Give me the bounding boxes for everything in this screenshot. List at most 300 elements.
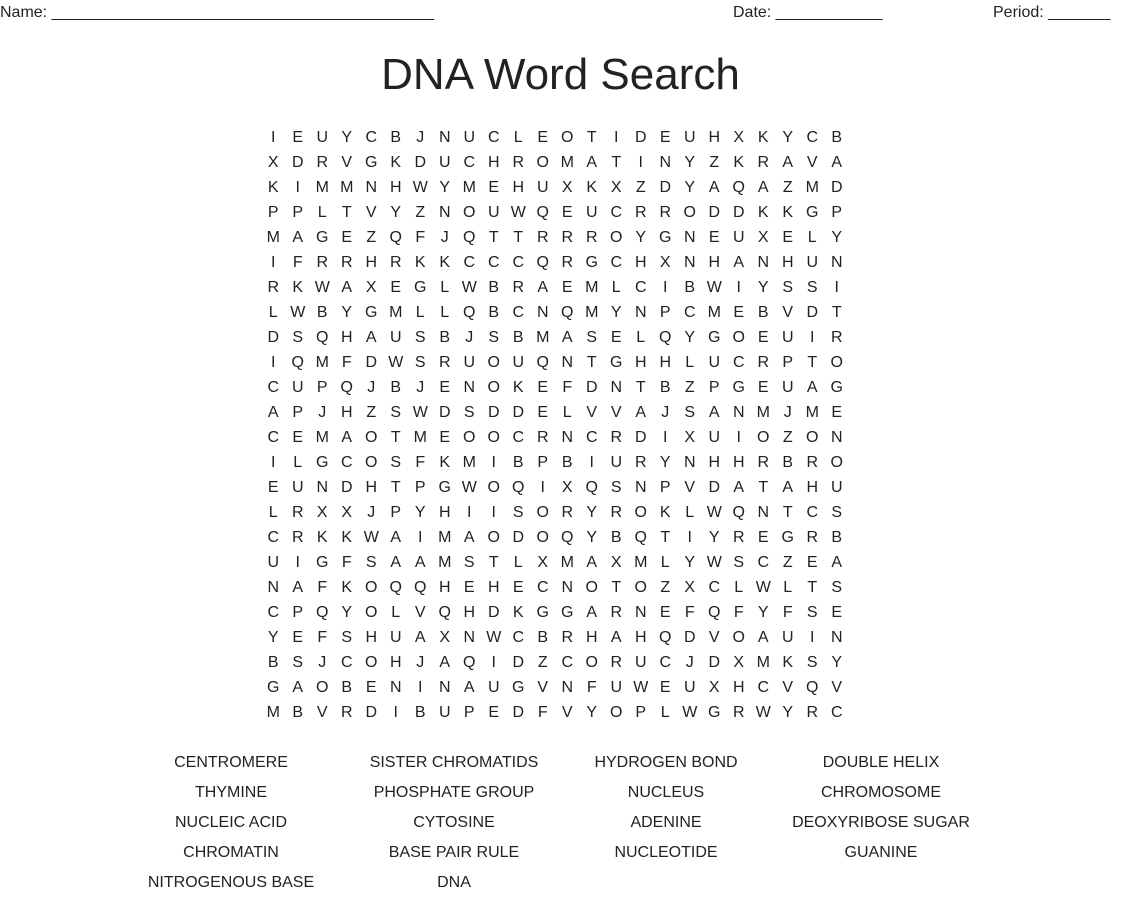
grid-letter: I (663, 429, 668, 446)
grid-letter: B (267, 654, 279, 671)
grid-letter: C (267, 604, 280, 621)
grid-letter: S (684, 404, 696, 421)
grid-letter: R (634, 204, 647, 221)
grid-letter: F (292, 254, 303, 271)
grid-row (261, 675, 849, 700)
grid-letter: N (561, 354, 574, 371)
grid-letter: X (610, 179, 622, 196)
grid-letter: E (831, 604, 843, 621)
grid-letter: J (318, 404, 327, 421)
grid-letter: F (341, 554, 352, 571)
grid-letter: T (390, 429, 401, 446)
grid-letter: N (438, 679, 451, 696)
grid-row (261, 325, 849, 350)
grid-letter: Q (414, 579, 427, 596)
grid-letter: A (414, 629, 426, 646)
grid-letter: N (634, 304, 647, 321)
grid-letter: A (586, 604, 598, 621)
grid-letter: C (683, 304, 696, 321)
grid-letter: V (782, 679, 794, 696)
grid-letter: H (365, 629, 378, 646)
grid-letter: R (610, 604, 623, 621)
grid-letter: Z (660, 579, 671, 596)
grid-letter: S (463, 554, 475, 571)
grid-letter: Z (366, 404, 377, 421)
grid-letter: U (806, 254, 819, 271)
grid-letter: U (291, 479, 304, 496)
grid-letter: E (488, 179, 500, 196)
grid-letter: Q (634, 529, 647, 546)
grid-letter: Z (366, 229, 377, 246)
grid-letter: O (757, 429, 770, 446)
grid-letter: U (291, 379, 304, 396)
grid-letter: K (341, 529, 353, 546)
grid-letter: K (586, 179, 598, 196)
grid-letter: I (271, 354, 276, 371)
grid-letter: C (806, 129, 819, 146)
grid-letter: O (610, 704, 623, 721)
grid-letter: I (663, 279, 668, 296)
grid-letter: W (706, 504, 722, 521)
grid-letter: P (292, 204, 304, 221)
grid-letter: A (292, 579, 304, 596)
grid-letter: D (634, 429, 647, 446)
grid-letter: D (414, 154, 427, 171)
word-search-grid (261, 125, 849, 725)
grid-letter: I (418, 679, 423, 696)
grid-letter: D (365, 704, 378, 721)
grid-letter: E (561, 279, 573, 296)
grid-letter: Q (659, 329, 672, 346)
grid-letter: R (512, 154, 525, 171)
grid-letter: Y (782, 129, 794, 146)
grid-letter: S (341, 629, 353, 646)
grid-letter: H (487, 154, 500, 171)
grid-letter: N (683, 254, 696, 271)
grid-letter: U (708, 429, 721, 446)
grid-row (261, 200, 849, 225)
word-bank-item: HYDROGEN BOND (594, 754, 738, 771)
grid-letter: A (610, 629, 622, 646)
grid-letter: E (292, 629, 304, 646)
grid-letter: R (806, 454, 819, 471)
grid-letter: N (561, 579, 574, 596)
grid-letter: B (831, 129, 843, 146)
grid-letter: A (733, 254, 745, 271)
grid-row (261, 525, 849, 550)
grid-letter: F (415, 229, 426, 246)
grid-letter: U (267, 554, 280, 571)
grid-letter: O (487, 354, 500, 371)
grid-letter: Y (439, 179, 451, 196)
grid-letter: J (416, 379, 425, 396)
grid-letter: I (491, 454, 496, 471)
grid-letter: O (732, 329, 745, 346)
grid-letter: Q (561, 304, 574, 321)
grid-letter: R (830, 329, 843, 346)
grid-letter: V (586, 404, 598, 421)
grid-row (261, 225, 849, 250)
grid-letter: E (537, 129, 549, 146)
word-bank-item: CHROMATIN (183, 844, 279, 861)
grid-letter: D (708, 479, 721, 496)
grid-letter: S (586, 329, 598, 346)
grid-letter: E (488, 704, 500, 721)
grid-letter: N (634, 604, 647, 621)
grid-letter: U (683, 679, 696, 696)
grid-letter: T (758, 479, 769, 496)
grid-letter: Q (438, 604, 451, 621)
grid-letter: E (659, 679, 671, 696)
grid-letter: C (536, 579, 549, 596)
grid-letter: W (706, 279, 722, 296)
grid-letter: Q (463, 229, 476, 246)
grid-letter: B (292, 704, 304, 721)
grid-letter: C (512, 304, 525, 321)
grid-letter: D (438, 404, 451, 421)
grid-letter: E (439, 379, 451, 396)
grid-letter: S (782, 279, 794, 296)
grid-letter: K (757, 204, 769, 221)
grid-letter: U (732, 229, 745, 246)
grid-letter: G (365, 154, 378, 171)
grid-letter: C (267, 429, 280, 446)
grid-letter: A (635, 404, 647, 421)
grid-letter: N (732, 404, 745, 421)
grid-letter: P (537, 454, 549, 471)
grid-letter: I (295, 179, 300, 196)
grid-letter: B (512, 329, 524, 346)
grid-letter: E (512, 579, 524, 596)
grid-letter: E (610, 329, 622, 346)
grid-letter: F (782, 604, 793, 621)
grid-letter: H (512, 179, 525, 196)
grid-row (261, 650, 849, 675)
grid-letter: L (268, 304, 278, 321)
grid-letter: E (757, 379, 769, 396)
grid-letter: R (634, 454, 647, 471)
grid-letter: O (634, 579, 647, 596)
grid-letter: P (292, 604, 304, 621)
grid-letter: A (537, 279, 549, 296)
grid-letter: U (610, 679, 623, 696)
grid-letter: V (561, 704, 573, 721)
grid-letter: E (659, 604, 671, 621)
grid-letter: C (732, 354, 745, 371)
grid-letter: B (537, 629, 549, 646)
grid-letter: G (414, 279, 427, 296)
grid-letter: L (440, 304, 450, 321)
grid-letter: Q (463, 304, 476, 321)
grid-letter: I (393, 704, 398, 721)
grid-letter: M (756, 404, 770, 421)
grid-letter: N (683, 229, 696, 246)
grid-letter: K (782, 204, 794, 221)
grid-letter: L (268, 504, 278, 521)
grid-letter: A (390, 529, 402, 546)
grid-letter: A (365, 329, 377, 346)
grid-letter: Z (709, 154, 720, 171)
grid-letter: E (292, 429, 304, 446)
grid-letter: R (561, 229, 574, 246)
grid-letter: T (660, 529, 671, 546)
grid-letter: G (438, 479, 451, 496)
grid-letter: C (561, 654, 574, 671)
grid-letter: B (390, 379, 402, 396)
grid-letter: B (684, 279, 696, 296)
grid-letter: I (467, 504, 472, 521)
grid-letter: P (414, 479, 426, 496)
grid-letter: V (414, 604, 426, 621)
grid-letter: O (806, 429, 819, 446)
grid-row (261, 125, 849, 150)
grid-letter: M (438, 529, 452, 546)
grid-letter: M (315, 354, 329, 371)
grid-letter: T (782, 504, 793, 521)
grid-letter: O (683, 204, 696, 221)
grid-letter: G (708, 704, 721, 721)
grid-letter: N (659, 154, 672, 171)
grid-letter: O (585, 654, 598, 671)
grid-letter: B (561, 454, 573, 471)
grid-letter: N (463, 379, 476, 396)
grid-letter: O (536, 154, 549, 171)
grid-letter: K (341, 579, 353, 596)
grid-letter: A (439, 654, 451, 671)
word-bank-item: CENTROMERE (174, 754, 288, 771)
grid-letter: O (830, 454, 843, 471)
grid-letter: J (416, 654, 425, 671)
grid-letter: L (611, 279, 621, 296)
grid-letter: U (487, 204, 500, 221)
grid-letter: A (267, 404, 279, 421)
grid-letter: D (732, 204, 745, 221)
grid-letter: Q (291, 354, 304, 371)
grid-letter: D (365, 354, 378, 371)
word-bank-item: NITROGENOUS BASE (147, 874, 315, 891)
grid-letter: U (512, 354, 525, 371)
grid-letter: Y (782, 704, 794, 721)
grid-letter: M (266, 229, 280, 246)
grid-letter: V (831, 679, 843, 696)
grid-letter: I (271, 129, 276, 146)
grid-letter: U (463, 354, 476, 371)
grid-letter: T (586, 354, 597, 371)
grid-letter: O (316, 679, 329, 696)
grid-letter: Q (536, 354, 549, 371)
grid-letter: I (638, 154, 643, 171)
grid-letter: R (438, 354, 451, 371)
grid-letter: T (513, 229, 524, 246)
grid-letter: G (536, 604, 549, 621)
grid-letter: U (781, 629, 794, 646)
grid-letter: T (831, 304, 842, 321)
grid-letter: U (389, 329, 402, 346)
grid-letter: R (291, 504, 304, 521)
grid-letter: J (416, 129, 425, 146)
grid-letter: J (318, 654, 327, 671)
grid-letter: S (806, 604, 818, 621)
grid-row (261, 700, 849, 725)
grid-row (261, 625, 849, 650)
grid-letter: R (561, 629, 574, 646)
grid-letter: K (439, 454, 451, 471)
grid-letter: D (512, 529, 525, 546)
grid-letter: C (267, 529, 280, 546)
grid-letter: Q (732, 504, 745, 521)
grid-letter: O (487, 429, 500, 446)
grid-letter: Q (316, 329, 329, 346)
grid-letter: H (389, 654, 402, 671)
grid-letter: B (782, 454, 794, 471)
grid-letter: R (757, 354, 770, 371)
grid-letter: C (610, 204, 623, 221)
grid-letter: J (367, 379, 376, 396)
grid-letter: G (732, 379, 745, 396)
grid-letter: M (585, 304, 599, 321)
grid-row (261, 425, 849, 450)
grid-letter: C (512, 429, 525, 446)
grid-letter: M (315, 429, 329, 446)
grid-letter: B (390, 129, 402, 146)
grid-letter: R (561, 254, 574, 271)
grid-letter: C (512, 254, 525, 271)
grid-letter: A (757, 179, 769, 196)
grid-letter: A (831, 554, 843, 571)
grid-letter: E (708, 229, 720, 246)
grid-letter: U (585, 204, 598, 221)
word-bank-item: DOUBLE HELIX (822, 754, 940, 771)
grid-letter: N (438, 204, 451, 221)
grid-letter: Q (585, 479, 598, 496)
grid-letter: M (462, 454, 476, 471)
grid-letter: K (292, 279, 304, 296)
grid-letter: C (610, 254, 623, 271)
grid-letter: G (316, 454, 329, 471)
grid-letter: B (757, 304, 769, 321)
grid-letter: P (831, 204, 843, 221)
grid-letter: O (634, 504, 647, 521)
word-bank-item: GUANINE (844, 844, 918, 861)
grid-letter: K (390, 154, 402, 171)
grid-letter: X (757, 229, 769, 246)
grid-letter: U (487, 679, 500, 696)
grid-row (261, 550, 849, 575)
grid-row (261, 275, 849, 300)
grid-letter: O (561, 129, 574, 146)
grid-letter: N (830, 429, 843, 446)
grid-letter: V (684, 479, 696, 496)
grid-row (261, 375, 849, 400)
grid-letter: O (365, 654, 378, 671)
grid-letter: H (708, 254, 721, 271)
grid-letter: Q (561, 529, 574, 546)
grid-letter: K (316, 529, 328, 546)
grid-letter: O (365, 579, 378, 596)
name-field: Name: ___________________________________________ (0, 4, 435, 21)
grid-letter: H (732, 454, 745, 471)
grid-letter: I (271, 454, 276, 471)
grid-letter: J (685, 654, 694, 671)
grid-letter: I (810, 629, 815, 646)
grid-letter: X (733, 654, 745, 671)
grid-letter: S (831, 504, 843, 521)
grid-letter: A (782, 154, 794, 171)
grid-letter: N (830, 254, 843, 271)
grid-letter: S (610, 479, 622, 496)
grid-letter: X (684, 429, 696, 446)
grid-letter: N (757, 504, 770, 521)
grid-letter: H (659, 354, 672, 371)
grid-row (261, 475, 849, 500)
grid-letter: C (487, 129, 500, 146)
grid-letter: X (341, 504, 353, 521)
grid-letter: H (389, 179, 402, 196)
grid-letter: T (807, 354, 818, 371)
grid-letter: O (536, 529, 549, 546)
grid-letter: H (806, 479, 819, 496)
grid-letter: L (415, 304, 425, 321)
grid-letter: D (267, 329, 280, 346)
grid-letter: U (708, 354, 721, 371)
grid-letter: E (782, 229, 794, 246)
grid-letter: G (316, 554, 329, 571)
grid-letter: F (562, 379, 573, 396)
grid-letter: Y (586, 704, 598, 721)
grid-letter: S (292, 329, 304, 346)
grid-letter: V (708, 629, 720, 646)
grid-letter: R (316, 254, 329, 271)
grid-letter: J (440, 229, 449, 246)
grid-letter: H (438, 579, 451, 596)
grid-letter: V (316, 704, 328, 721)
grid-letter: H (463, 604, 476, 621)
grid-letter: U (438, 704, 451, 721)
grid-letter: N (438, 129, 451, 146)
grid-row (261, 575, 849, 600)
grid-letter: K (439, 254, 451, 271)
grid-letter: C (659, 654, 672, 671)
grid-letter: Q (659, 629, 672, 646)
grid-letter: H (438, 504, 451, 521)
grid-letter: U (683, 129, 696, 146)
grid-letter: A (708, 404, 720, 421)
grid-letter: O (536, 504, 549, 521)
word-bank-item: PHOSPHATE GROUP (373, 784, 535, 801)
grid-letter: M (389, 304, 403, 321)
grid-letter: P (659, 304, 671, 321)
grid-letter: L (783, 579, 793, 596)
grid-letter: A (341, 279, 353, 296)
grid-letter: L (660, 554, 670, 571)
grid-letter: M (805, 404, 819, 421)
grid-letter: E (561, 204, 573, 221)
grid-letter: W (633, 679, 649, 696)
grid-letter: U (389, 629, 402, 646)
grid-letter: G (708, 329, 721, 346)
grid-letter: A (708, 179, 720, 196)
grid-letter: A (806, 379, 818, 396)
grid-letter: R (610, 654, 623, 671)
grid-letter: Y (757, 604, 769, 621)
grid-letter: S (390, 454, 402, 471)
grid-letter: H (634, 629, 647, 646)
grid-letter: B (414, 704, 426, 721)
grid-letter: Q (316, 604, 329, 621)
grid-letter: Q (708, 604, 721, 621)
grid-letter: C (340, 654, 353, 671)
grid-letter: P (292, 404, 304, 421)
